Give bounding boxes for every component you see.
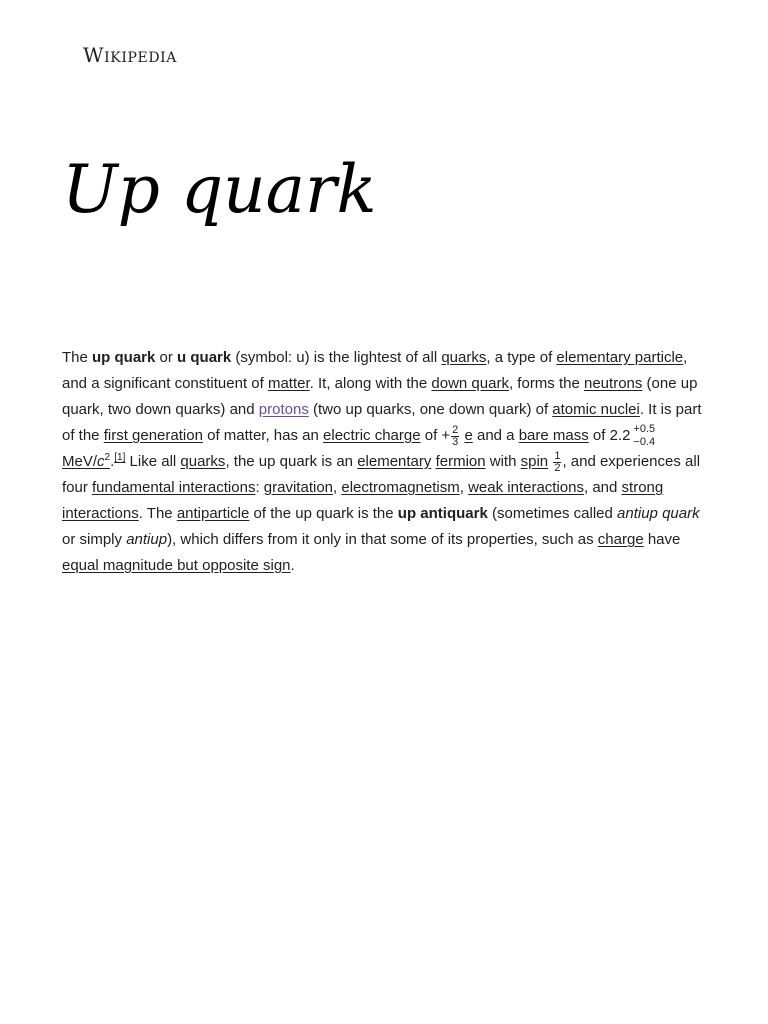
lead-text: The bbox=[62, 349, 93, 366]
wikipedia-wordmark[interactable]: Wikipedia bbox=[83, 43, 177, 67]
spin-denominator: 2 bbox=[554, 461, 561, 474]
link-spin[interactable]: spin bbox=[520, 453, 549, 471]
lead-text: with bbox=[485, 453, 521, 471]
link-elementary-charge[interactable]: e bbox=[464, 427, 473, 444]
link-antiparticle[interactable]: antiparticle bbox=[176, 505, 250, 523]
lead-text: of the up quark is the bbox=[249, 505, 398, 523]
bold-term-up-quark: up quark bbox=[92, 349, 156, 366]
link-equal-magnitude-opposite-sign[interactable]: equal magnitude but opposite sign bbox=[62, 557, 291, 575]
unit-mev-text: MeV/ bbox=[62, 453, 98, 471]
lead-text: (two up quarks, one down quark) of bbox=[308, 401, 553, 418]
lead-text: Like all bbox=[125, 453, 181, 471]
link-fermion[interactable]: fermion bbox=[435, 453, 486, 471]
link-weak-interactions[interactable]: weak interactions bbox=[468, 479, 584, 497]
lead-text: . bbox=[290, 557, 295, 575]
lead-text: , bbox=[333, 479, 342, 497]
link-gravitation[interactable]: gravitation bbox=[263, 479, 334, 497]
lead-text: (one up quark, two down quarks) and bbox=[62, 375, 698, 418]
link-elementary-particle[interactable]: elementary particle bbox=[556, 349, 684, 366]
link-electromagnetism[interactable]: electromagnetism bbox=[341, 479, 460, 497]
link-electric-charge[interactable]: electric charge bbox=[323, 427, 421, 444]
lead-text: , forms the bbox=[508, 375, 584, 392]
link-elementary[interactable]: elementary bbox=[357, 453, 432, 471]
link-strong-interactions[interactable]: strong interactions bbox=[62, 479, 664, 523]
link-mev-unit[interactable] bbox=[62, 453, 110, 470]
mass-uncertainty-minus: −0.4 bbox=[633, 436, 656, 449]
link-quarks-2[interactable]: quarks bbox=[180, 453, 226, 471]
lead-text: or simply bbox=[62, 531, 127, 549]
link-atomic-nuclei[interactable]: atomic nuclei bbox=[552, 401, 640, 418]
lead-paragraph bbox=[62, 345, 708, 579]
lead-text: . It is part of the bbox=[62, 401, 702, 444]
link-fundamental-interactions[interactable]: fundamental interactions bbox=[92, 479, 256, 497]
link-protons[interactable]: protons bbox=[258, 401, 309, 418]
charge-fraction bbox=[451, 425, 459, 448]
lead-text bbox=[548, 453, 552, 470]
lead-text: or bbox=[155, 349, 178, 366]
unit-c-text: c bbox=[97, 453, 105, 471]
page-title: Up quark bbox=[62, 151, 377, 228]
spin-fraction bbox=[553, 451, 561, 474]
lead-text: , and a significant constituent of bbox=[62, 349, 688, 392]
lead-text: of matter, has an bbox=[202, 427, 324, 444]
charge-denominator: 3 bbox=[452, 435, 459, 448]
link-first-generation[interactable]: first generation bbox=[103, 427, 203, 444]
lead-text: , and bbox=[584, 479, 622, 497]
lead-text: : bbox=[255, 479, 264, 497]
lead-text: , bbox=[459, 479, 469, 497]
italic-term-antiup: antiup bbox=[126, 531, 168, 549]
italic-term-antiup-quark: antiup quark bbox=[617, 505, 700, 523]
link-down-quark[interactable]: down quark bbox=[431, 375, 509, 392]
unit-exponent: 2 bbox=[104, 452, 111, 464]
link-charge[interactable]: charge bbox=[597, 531, 644, 549]
link-matter[interactable]: matter bbox=[267, 375, 310, 392]
link-bare-mass[interactable]: bare mass bbox=[518, 427, 589, 444]
mass-uncertainty bbox=[633, 423, 655, 449]
lead-text: (sometimes called bbox=[487, 505, 618, 523]
lead-text: . The bbox=[138, 505, 177, 523]
lead-text: of + bbox=[420, 427, 451, 444]
lead-text: , and experiences all four bbox=[62, 453, 701, 497]
charge-numerator: 2 bbox=[452, 423, 459, 436]
mass-uncertainty-plus: +0.5 bbox=[633, 423, 656, 436]
lead-text: of 2.2 bbox=[588, 427, 631, 444]
lead-text: , the up quark is an bbox=[225, 453, 358, 471]
bold-term-up-antiquark: up antiquark bbox=[397, 505, 488, 523]
reference-link-1[interactable]: [1] bbox=[114, 452, 126, 464]
bold-term-u-quark: u quark bbox=[177, 349, 232, 366]
lead-text: . bbox=[110, 453, 115, 471]
lead-text: ), which differs from it only in that some of its properties, such as bbox=[167, 531, 598, 549]
link-neutrons[interactable]: neutrons bbox=[584, 375, 643, 392]
spin-numerator: 1 bbox=[554, 449, 561, 462]
lead-text: and a bbox=[472, 427, 519, 444]
lead-text: . It, along with the bbox=[309, 375, 432, 392]
lead-text: (symbol: u) is the lightest of all bbox=[231, 349, 442, 366]
lead-text: , a type of bbox=[486, 349, 557, 366]
link-quarks[interactable]: quarks bbox=[441, 349, 487, 366]
lead-text: have bbox=[643, 531, 681, 549]
